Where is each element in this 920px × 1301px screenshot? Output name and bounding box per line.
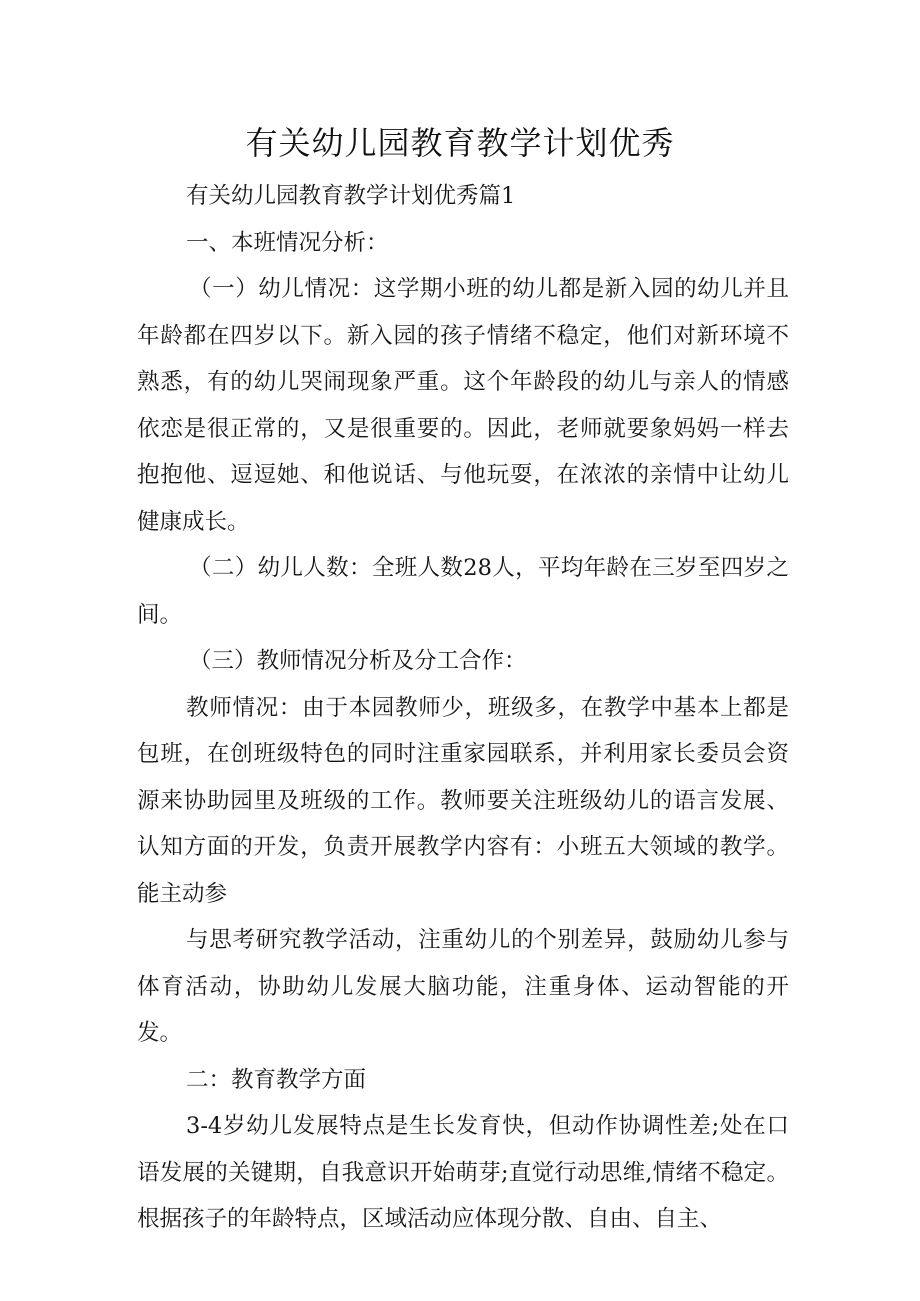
- paragraph-children-situation: （一）幼儿情况：这学期小班的幼儿都是新入园的幼儿并且年龄都在四岁以下。新入园的孩子情绪不稳定，他们对新环境不熟悉，有的幼儿哭闹现象严重。这个年龄段的幼儿与亲人的情感依恋是很正常的，又是很重要的。因此，老师就要象妈妈一样去抱抱他、逗逗她、和他说话、与他玩耍，在浓浓的亲情中让幼儿健康成长。: [137, 276, 789, 535]
- paragraph-development: 3-4岁幼儿发展特点是生长发育快，但动作协调性差;处在口语发展的关键期，自我意识开始萌芽;直觉行动思维,情绪不稳定。根据孩子的年龄特点，区域活动应体现分散、自由、自主、: [137, 1113, 789, 1232]
- paragraph-teacher-heading: （三）教师情况分析及分工合作：: [189, 648, 527, 674]
- paragraph-teacher-situation: 教师情况：由于本园教师少，班级多，在教学中基本上都是包班，在创班级特色的同时注重家园联系，并利用家长委员会资源来协助园里及班级的工作。教师要关注班级幼儿的语言发展、认知方面的开发，负责开展教学内容有：小班五大领域的教学。能主动参: [137, 694, 789, 907]
- section-heading: 有关幼儿园教育教学计划优秀篇1: [186, 183, 516, 209]
- document-body: [137, 173, 789, 1243]
- document-title: 有关幼儿园教育教学计划优秀: [245, 124, 675, 162]
- paragraph-children-count: （二）幼儿人数：全班人数28人，平均年龄在三岁至四岁之间。: [137, 555, 789, 628]
- subsection-heading-teaching: 二：教育教学方面: [186, 1066, 367, 1093]
- subsection-heading: 一、本班情况分析：: [186, 229, 389, 256]
- paragraph-teacher-continued: 与思考研究教学活动，注重幼儿的个别差异，鼓励幼儿参与体育活动，协助幼儿发展大脑功能，注重身体、运动智能的开发。: [137, 927, 789, 1046]
